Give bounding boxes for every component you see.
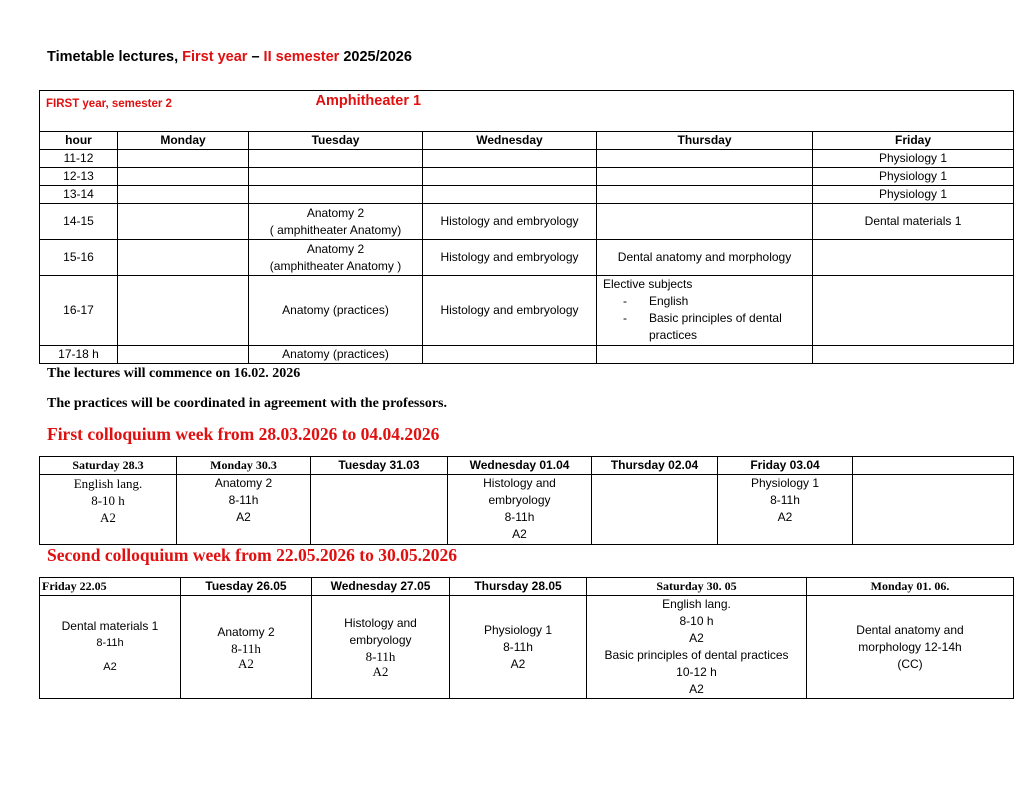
header-monday: Monday 30.3 (177, 457, 311, 475)
wednesday-cell: Histology and embryology (423, 240, 597, 276)
exam-cell (181, 596, 312, 699)
friday-cell (813, 346, 1014, 364)
timetable-banner (40, 91, 1014, 132)
friday-cell (813, 276, 1014, 346)
exam-room: A2 (103, 661, 117, 673)
thursday-cell (597, 346, 813, 364)
banner-year-semester: FIRST year, semester 2 (46, 98, 172, 110)
header-wednesday: Wednesday 27.05 (312, 578, 450, 596)
tuesday-location: (amphitheater Anatomy ) (269, 258, 402, 273)
table-row (40, 186, 1014, 204)
exam-room: A2 (512, 527, 527, 541)
tuesday-cell (249, 204, 423, 240)
exam-cell (40, 596, 181, 699)
friday-cell: Physiology 1 (813, 168, 1014, 186)
hour-cell: 16-17 (40, 276, 118, 346)
first-colloquium-heading: First colloquium week from 28.03.2026 to 04.04.2026 (47, 424, 440, 444)
hour-cell: 13-14 (40, 186, 118, 204)
exam-room: (CC) (897, 656, 923, 671)
table-row (40, 150, 1014, 168)
monday-cell (118, 276, 249, 346)
table-row (40, 240, 1014, 276)
exam-time: 10-12 h (676, 665, 717, 679)
table-row (40, 346, 1014, 364)
exam-time: 8-11h (365, 649, 396, 664)
banner-room: Amphitheater 1 (315, 92, 422, 109)
wednesday-cell (423, 168, 597, 186)
wednesday-cell (423, 150, 597, 168)
exam-subject-cont: embryology (488, 493, 551, 507)
first-colloquium-table (39, 456, 1014, 545)
exam-time: 8-11h (503, 639, 533, 654)
elective-heading: Elective subjects (603, 277, 693, 291)
table-row (40, 596, 1014, 699)
wednesday-cell: Histology and embryology (423, 204, 597, 240)
exam-room: A2 (372, 664, 389, 679)
tuesday-cell (249, 168, 423, 186)
exam-time: 8-11h (770, 493, 800, 507)
wednesday-cell (423, 346, 597, 364)
header-empty (853, 457, 1014, 475)
thursday-cell (597, 186, 813, 204)
exam-subject-cont: embryology (349, 633, 412, 647)
monday-cell (118, 186, 249, 204)
tuesday-cell (249, 150, 423, 168)
wednesday-cell (423, 186, 597, 204)
title-academic-year: 2025/2026 (339, 49, 412, 65)
monday-cell (118, 346, 249, 364)
thursday-cell (597, 168, 813, 186)
tuesday-cell: Anatomy (practices) (249, 276, 423, 346)
thursday-cell: Dental anatomy and morphology (597, 240, 813, 276)
hour-cell: 17-18 h (40, 346, 118, 364)
second-colloquium-table (39, 577, 1014, 699)
hour-cell: 15-16 (40, 240, 118, 276)
exam-subject: Physiology 1 (483, 622, 553, 637)
exam-subject: Anatomy 2 (217, 624, 275, 639)
hour-cell: 11-12 (40, 150, 118, 168)
timetable-banner-row (40, 91, 1014, 132)
exam-cell-empty (853, 475, 1014, 545)
tuesday-cell: Anatomy (practices) (249, 346, 423, 364)
hour-cell: 12-13 (40, 168, 118, 186)
hour-cell: 14-15 (40, 204, 118, 240)
exam-cell (807, 596, 1014, 699)
exam-subject: Dental anatomy and (856, 622, 964, 637)
header-friday: Friday 03.04 (718, 457, 853, 475)
monday-cell (118, 168, 249, 186)
tuesday-subject: Anatomy 2 (306, 205, 365, 220)
title-semester: II semester (263, 49, 340, 65)
exam-time: 8-11h (504, 510, 535, 524)
exam-subject: English lang. (73, 476, 143, 491)
exam-subject: English lang. (662, 597, 731, 611)
header-thursday: Thursday (597, 132, 813, 150)
tuesday-location: ( amphitheater Anatomy) (269, 222, 402, 237)
second-colloquium-heading: Second colloquium week from 22.05.2026 to 30.05.2026 (47, 545, 457, 565)
wednesday-cell: Histology and embryology (423, 276, 597, 346)
commence-note: The lectures will commence on 16.02. 2026 (47, 366, 301, 381)
table-row (40, 168, 1014, 186)
title-year-highlight: First year (182, 49, 248, 65)
friday-cell: Dental materials 1 (813, 204, 1014, 240)
exam-time: 8-11h (231, 640, 261, 656)
header-tuesday: Tuesday 31.03 (311, 457, 448, 475)
thursday-cell (597, 150, 813, 168)
exam-room: A2 (689, 631, 704, 645)
table-row (40, 475, 1014, 545)
tuesday-subject: Anatomy 2 (306, 241, 365, 256)
header-tuesday: Tuesday (249, 132, 423, 150)
colloquium-header-row (40, 578, 1014, 596)
header-monday: Monday 01. 06. (807, 578, 1014, 596)
monday-cell (118, 204, 249, 240)
exam-cell (312, 596, 450, 699)
header-friday: Friday (813, 132, 1014, 150)
exam-cell-empty (311, 475, 448, 545)
header-thursday: Thursday 02.04 (592, 457, 718, 475)
exam-cell-empty (592, 475, 718, 545)
friday-cell: Physiology 1 (813, 150, 1014, 168)
elective-item: - Basic principles of dental practices (623, 310, 810, 344)
exam-subject: Basic principles of dental practices (604, 648, 789, 662)
exam-cell (587, 596, 807, 699)
monday-cell (118, 150, 249, 168)
header-hour: hour (40, 132, 118, 150)
exam-subject-cont: morphology 12-14h (858, 639, 962, 654)
header-saturday: Saturday 28.3 (40, 457, 177, 475)
exam-cell (718, 475, 853, 545)
header-wednesday: Wednesday (423, 132, 597, 150)
exam-time: 8-10 h (679, 614, 714, 628)
elective-list (603, 293, 810, 344)
header-wednesday: Wednesday 01.04 (448, 457, 592, 475)
exam-room: A2 (100, 510, 116, 525)
exam-room: A2 (236, 510, 251, 524)
exam-subject: Physiology 1 (750, 476, 820, 490)
header-thursday: Thursday 28.05 (450, 578, 587, 596)
exam-room: A2 (238, 655, 254, 671)
colloquium-header-row (40, 457, 1014, 475)
table-row (40, 204, 1014, 240)
exam-room: A2 (689, 682, 704, 696)
page-title (47, 49, 412, 65)
friday-cell: Physiology 1 (813, 186, 1014, 204)
exam-subject: Histology and (344, 616, 417, 630)
exam-subject: Histology and (483, 476, 556, 490)
practices-note: The practices will be coordinated in agreement with the professors. (47, 396, 447, 411)
thursday-cell (597, 276, 813, 346)
exam-cell (450, 596, 587, 699)
tuesday-cell (249, 186, 423, 204)
thursday-cell (597, 204, 813, 240)
header-friday: Friday 22.05 (40, 578, 181, 596)
exam-time: 8-11h (228, 493, 259, 507)
title-prefix: Timetable lectures, (47, 49, 183, 65)
tuesday-cell (249, 240, 423, 276)
exam-time: 8-11h (96, 637, 124, 649)
title-dash: – (247, 49, 264, 65)
exam-time: 8-10 h (91, 493, 125, 508)
elective-item: - English (623, 293, 810, 310)
exam-subject: Dental materials 1 (61, 619, 159, 633)
header-saturday: Saturday 30. 05 (587, 578, 807, 596)
main-timetable (39, 90, 1014, 364)
header-tuesday: Tuesday 26.05 (181, 578, 312, 596)
monday-cell (118, 240, 249, 276)
exam-cell (448, 475, 592, 545)
timetable-header-row (40, 132, 1014, 150)
exam-room: A2 (777, 510, 793, 524)
friday-cell (813, 240, 1014, 276)
exam-cell (177, 475, 311, 545)
header-monday: Monday (118, 132, 249, 150)
exam-room: A2 (510, 656, 526, 671)
table-row (40, 276, 1014, 346)
exam-cell (40, 475, 177, 545)
exam-subject: Anatomy 2 (214, 476, 273, 490)
